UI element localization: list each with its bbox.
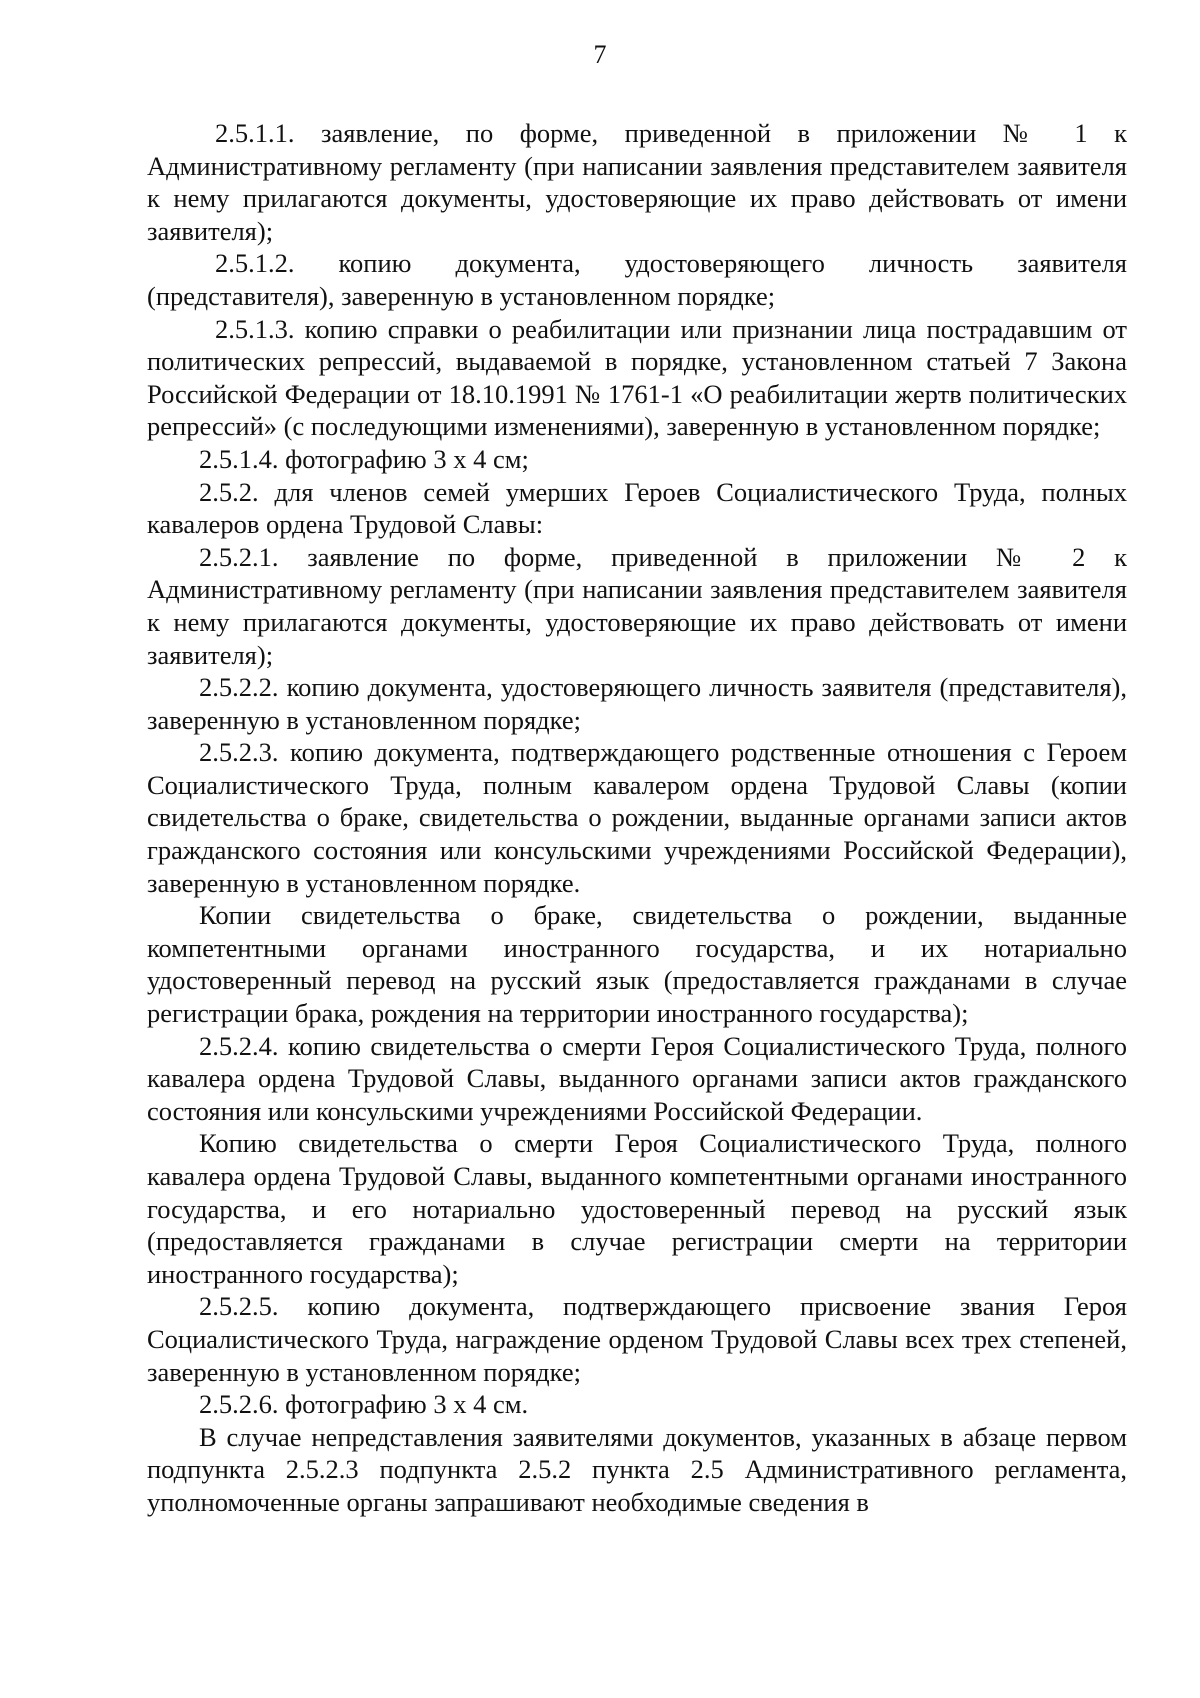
paragraph-2-5-2: 2.5.2. для членов семей умерших Героев Социалистического Труда, полных кавалеров ордена Трудовой Славы: xyxy=(147,476,1127,540)
paragraph-2-5-2-3: 2.5.2.3. копию документа, подтверждающего родственные отношения с Героем Социалистического Труда, полным кавалером ордена Трудовой Славы (копии свидетельства о браке, свидетельства о рождении, выданные органами записи актов гражданского состояния или консульскими учреждениями Российской Федерации), заверенную в установленном порядке. xyxy=(147,737,1127,898)
paragraph-2-5-2-1: 2.5.2.1. заявление по форме, приведенной в приложении № 2 к Административному регламенту (при написании заявления представителем заявителя к нему прилагаются документы, удостоверяющие их право действовать от имени заявителя); xyxy=(147,541,1127,670)
paragraph-2-5-1-3: 2.5.1.3. копию справки о реабилитации или признании лица пострадавшим от политических репрессий, выдаваемой в порядке, установленном статьей 7 Закона Российской Федерации от 18.10.1991 № 1761-1 «О реабилитации жертв политических репрессий» (с последующими изменениями), заверенную в установленном порядке; xyxy=(147,313,1127,442)
paragraph-2-5-1-4: 2.5.1.4. фотографию 3 x 4 см; xyxy=(199,443,529,474)
paragraph-2-5-1-1: 2.5.1.1. заявление, по форме, приведенной в приложении № 1 к Административному регламенту (при написании заявления представителем заявителя к нему прилагаются документы, удостоверяющие их право действовать от имени заявителя); xyxy=(147,118,1127,246)
page-number: 7 xyxy=(593,40,607,69)
paragraph-2-5-2-4: 2.5.2.4. копию свидетельства о смерти Героя Социалистического Труда, полного кавалера ордена Трудовой Славы, выданного органами записи актов гражданского состояния или консульскими учреждениями Российской Федерации. xyxy=(147,1030,1127,1126)
document-body xyxy=(147,117,1127,1519)
paragraph-death-certificate-copy: Копию свидетельства о смерти Героя Социалистического Труда, полного кавалера ордена Трудовой Славы, выданного компетентными органами иностранного государства, и его нотариально удостоверенный перевод на русский язык (предоставляется гражданами в случае регистрации смерти на территории иностранного государства); xyxy=(147,1128,1127,1289)
paragraph-2-5-2-5: 2.5.2.5. копию документа, подтверждающего присвоение звания Героя Социалистического Труда, награждение орденом Трудовой Славы всех трех степеней, заверенную в установленном порядке; xyxy=(147,1291,1127,1387)
paragraph-2-5-2-2: 2.5.2.2. копию документа, удостоверяющего личность заявителя (представителя), заверенную в установленном порядке; xyxy=(147,672,1127,735)
paragraph-marriage-birth-copies: Копии свидетельства о браке, свидетельства о рождении, выданные компетентными органами иностранного государства, и их нотариально удостоверенный перевод на русский язык (предоставляется гражданами в случае регистрации брака, рождения на территории иностранного государства); xyxy=(147,900,1127,1029)
paragraph-non-submission: В случае непредставления заявителями документов, указанных в абзаце первом подпункта 2.5.2.3 подпункта 2.5.2 пункта 2.5 Административного регламента, уполномоченные органы запрашивают необходимые сведения в xyxy=(147,1421,1127,1517)
paragraph-2-5-1-2: 2.5.1.2. копию документа, удостоверяющего личность заявителя (представителя), заверенную в установленном порядке; xyxy=(147,248,1127,311)
paragraph-2-5-2-6: 2.5.2.6. фотографию 3 x 4 см. xyxy=(199,1389,529,1420)
